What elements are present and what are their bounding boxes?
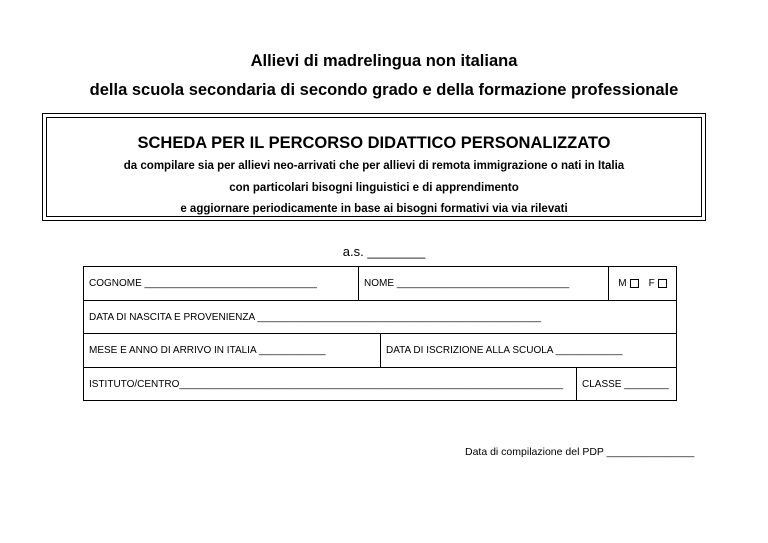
sex-f-checkbox[interactable] [658,279,667,288]
student-info-form [83,266,677,401]
nascita-provenienza-field[interactable]: DATA DI NASCITA E PROVENIENZA ___________________________________________________ [89,311,542,323]
sex-m-label: M [618,278,627,289]
heading-box [42,113,706,221]
document-title-line-2: della scuola secondaria di secondo grado e della formazione professionale [89,81,679,99]
iscrizione-scuola-field[interactable]: DATA DI ISCRIZIONE ALLA SCUOLA ____________ [380,334,676,367]
sex-m-checkbox[interactable] [630,279,639,288]
sex-selector [608,267,676,300]
compilation-date-field[interactable]: Data di compilazione del PDP _______________ [465,446,695,458]
form-row-names [83,266,677,300]
heading-box-inner [46,117,702,217]
document-title-line-1: Allievi di madrelingua non italiana [250,52,518,70]
nome-field[interactable]: NOME _______________________________ [358,267,608,300]
cognome-field[interactable]: COGNOME _______________________________ [89,278,317,289]
box-instruction-line-3: e aggiornare periodicamente in base ai bisogni formativi via via rilevati [180,203,568,215]
arrivo-italia-field[interactable]: MESE E ANNO DI ARRIVO IN ITALIA ____________ [89,345,326,356]
box-instruction-line-1: da compilare sia per allievi neo-arrivati che per allievi di remota immigrazione o nati in Italia [123,160,625,172]
istituto-centro-field[interactable]: ISTITUTO/CENTRO_____________________________________________________________________ [89,378,564,390]
classe-field[interactable]: CLASSE ________ [576,368,676,400]
box-instruction-line-2: con particolari bisogni linguistici e di apprendimento [229,182,519,194]
form-row-birth [83,300,677,333]
school-year-field[interactable]: a.s. ________ [342,244,426,259]
form-row-istituto [83,367,677,401]
scheda-heading: SCHEDA PER IL PERCORSO DIDATTICO PERSONALIZZATO [137,134,611,152]
form-row-dates [83,333,677,367]
sex-f-label: F [648,278,655,289]
